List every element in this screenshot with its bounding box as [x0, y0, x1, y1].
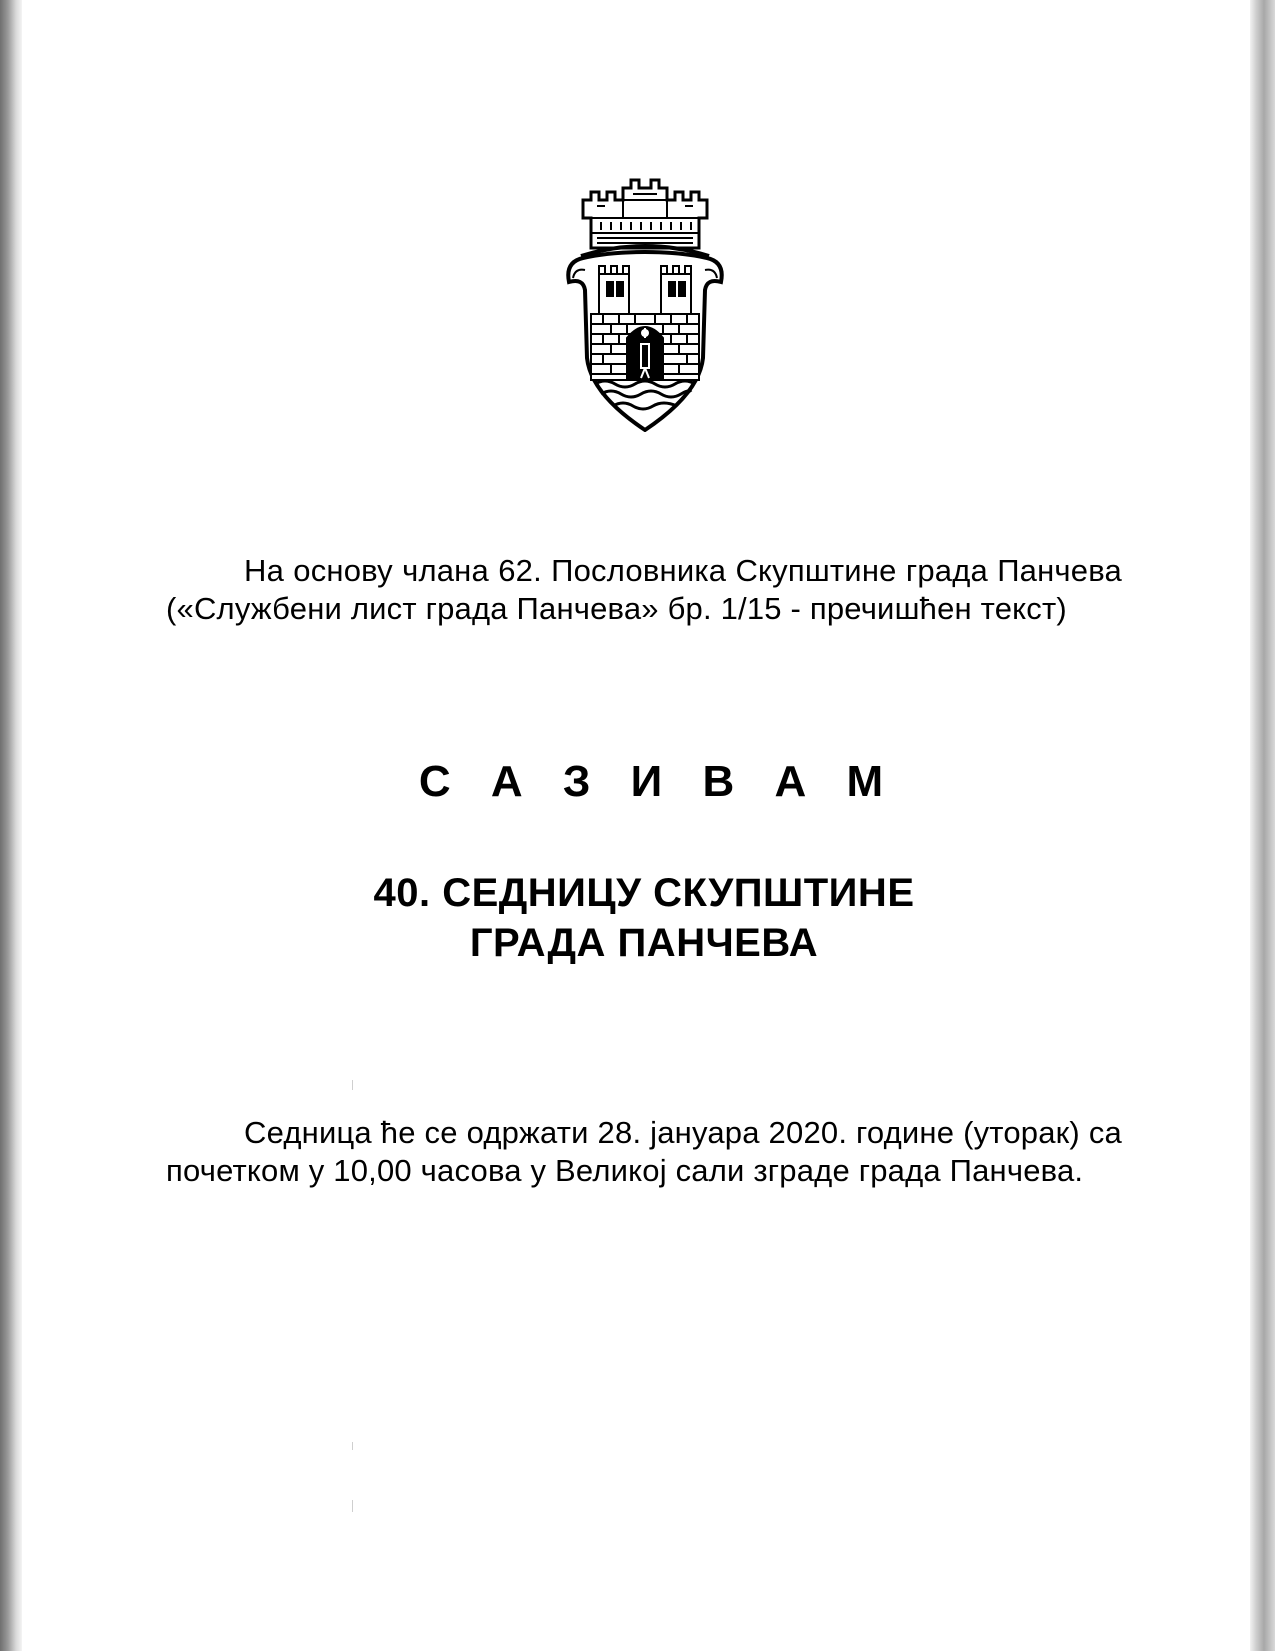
scan-speck: [352, 1080, 353, 1090]
scan-speck: [352, 1442, 353, 1450]
panchevo-coat-of-arms-icon: [561, 178, 729, 432]
session-title-line-1: 40. СЕДНИЦУ СКУПШТИНЕ: [373, 871, 915, 915]
scan-speck: [352, 1500, 353, 1512]
session-title-line-2: ГРАДА ПАНЧЕВА: [469, 921, 819, 965]
session-details-paragraph: Седница ће се одржати 28. јануара 2020. године (уторак) са почетком у 10,00 часова у Великој сали зграде града Панчева.: [166, 1115, 1122, 1188]
scan-edge-right: [1250, 0, 1275, 1651]
session-title: [166, 868, 1122, 968]
legal-basis-paragraph: На основу члана 62. Пословника Скупштине града Панчева («Службени лист града Панчева» бр. 1/15 - пречишћен текст): [166, 553, 1122, 626]
convene-heading: С А З И В А М: [418, 757, 898, 806]
scan-edge-left: [0, 0, 22, 1651]
